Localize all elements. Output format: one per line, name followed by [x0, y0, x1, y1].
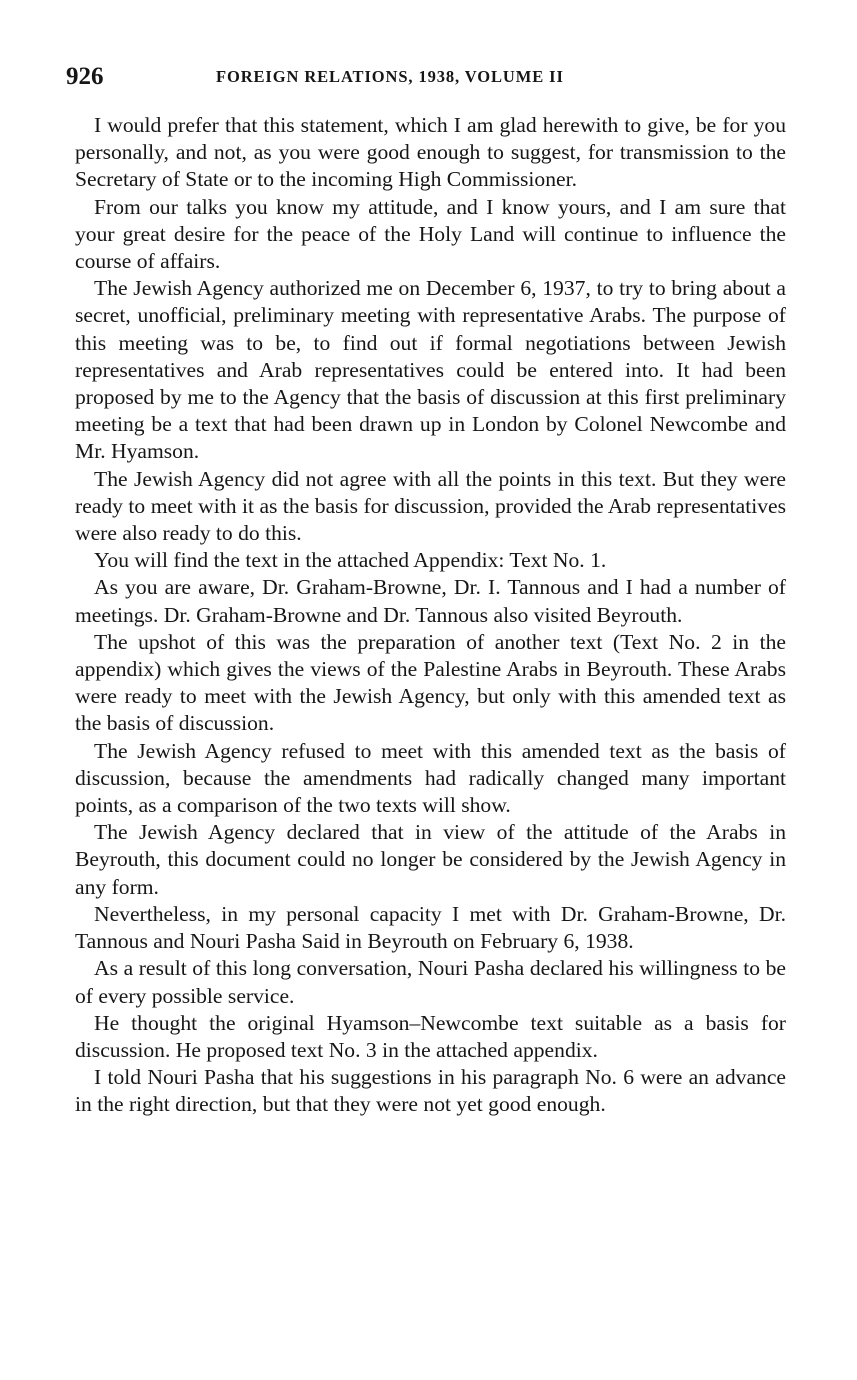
paragraph: Nevertheless, in my personal capacity I met with Dr. Graham-Browne, Dr. Tannous and Nouri Pasha Said in Beyrouth on February 6, 1938. — [75, 901, 786, 954]
paragraph: The Jewish Agency refused to meet with this amended text as the basis of discussion, because the amendments had radically changed many important points, as a comparison of the two texts will show. — [75, 738, 786, 818]
running-header — [66, 60, 786, 94]
paragraph: As you are aware, Dr. Graham-Browne, Dr. I. Tannous and I had a number of meetings. Dr. Graham-Browne and Dr. Tannous also visited Beyrouth. — [75, 575, 786, 627]
paragraph: The Jewish Agency authorized me on December 6, 1937, to try to bring about a secret, unofficial, preliminary meeting with representative Arabs. The purpose of this meeting was to be, to find out if formal negotiations between Jewish representatives and Arab representatives could be entered into. It had been proposed by me to the Agency that the basis of discussion at this first preliminary meeting be a text that had been drawn up in London by Colonel Newcombe and Mr. Hyamson. — [75, 276, 786, 464]
paragraph: I told Nouri Pasha that his suggestions in his paragraph No. 6 were an advance in the right direction, but that they were not yet good enough. — [75, 1065, 786, 1117]
running-header-title: FOREIGN RELATIONS, 1938, VOLUME II — [216, 67, 564, 86]
paragraph: You will find the text in the attached Appendix: Text No. 1. — [94, 548, 607, 573]
paragraph: The Jewish Agency did not agree with all the points in this text. But they were ready to meet with it as the basis for discussion, provided the Arab representatives were also ready to do this. — [75, 466, 786, 546]
body-text — [75, 112, 786, 1119]
paragraph: I would prefer that this statement, which I am glad herewith to give, be for you personally, and not, as you were good enough to suggest, for transmission to the Secretary of State or to the incoming High Commissioner. — [75, 113, 786, 192]
paragraph: As a result of this long conversation, Nouri Pasha declared his willingness to be of every possible service. — [75, 956, 786, 1008]
paragraph: The upshot of this was the preparation of another text (Text No. 2 in the appendix) which gives the views of the Palestine Arabs in Beyrouth. These Arabs were ready to meet with the Jewish Agency, but only with this amended text as the basis of discussion. — [75, 629, 786, 736]
paragraph: He thought the original Hyamson–Newcombe text suitable as a basis for discussion. He proposed text No. 3 in the attached appendix. — [75, 1010, 786, 1062]
page-number: 926 — [66, 63, 104, 90]
paragraph: The Jewish Agency declared that in view of the attitude of the Arabs in Beyrouth, this document could no longer be considered by the Jewish Agency in any form. — [75, 820, 786, 899]
paragraph: From our talks you know my attitude, and I know yours, and I am sure that your great desire for the peace of the Holy Land will continue to influence the course of affairs. — [75, 194, 786, 274]
